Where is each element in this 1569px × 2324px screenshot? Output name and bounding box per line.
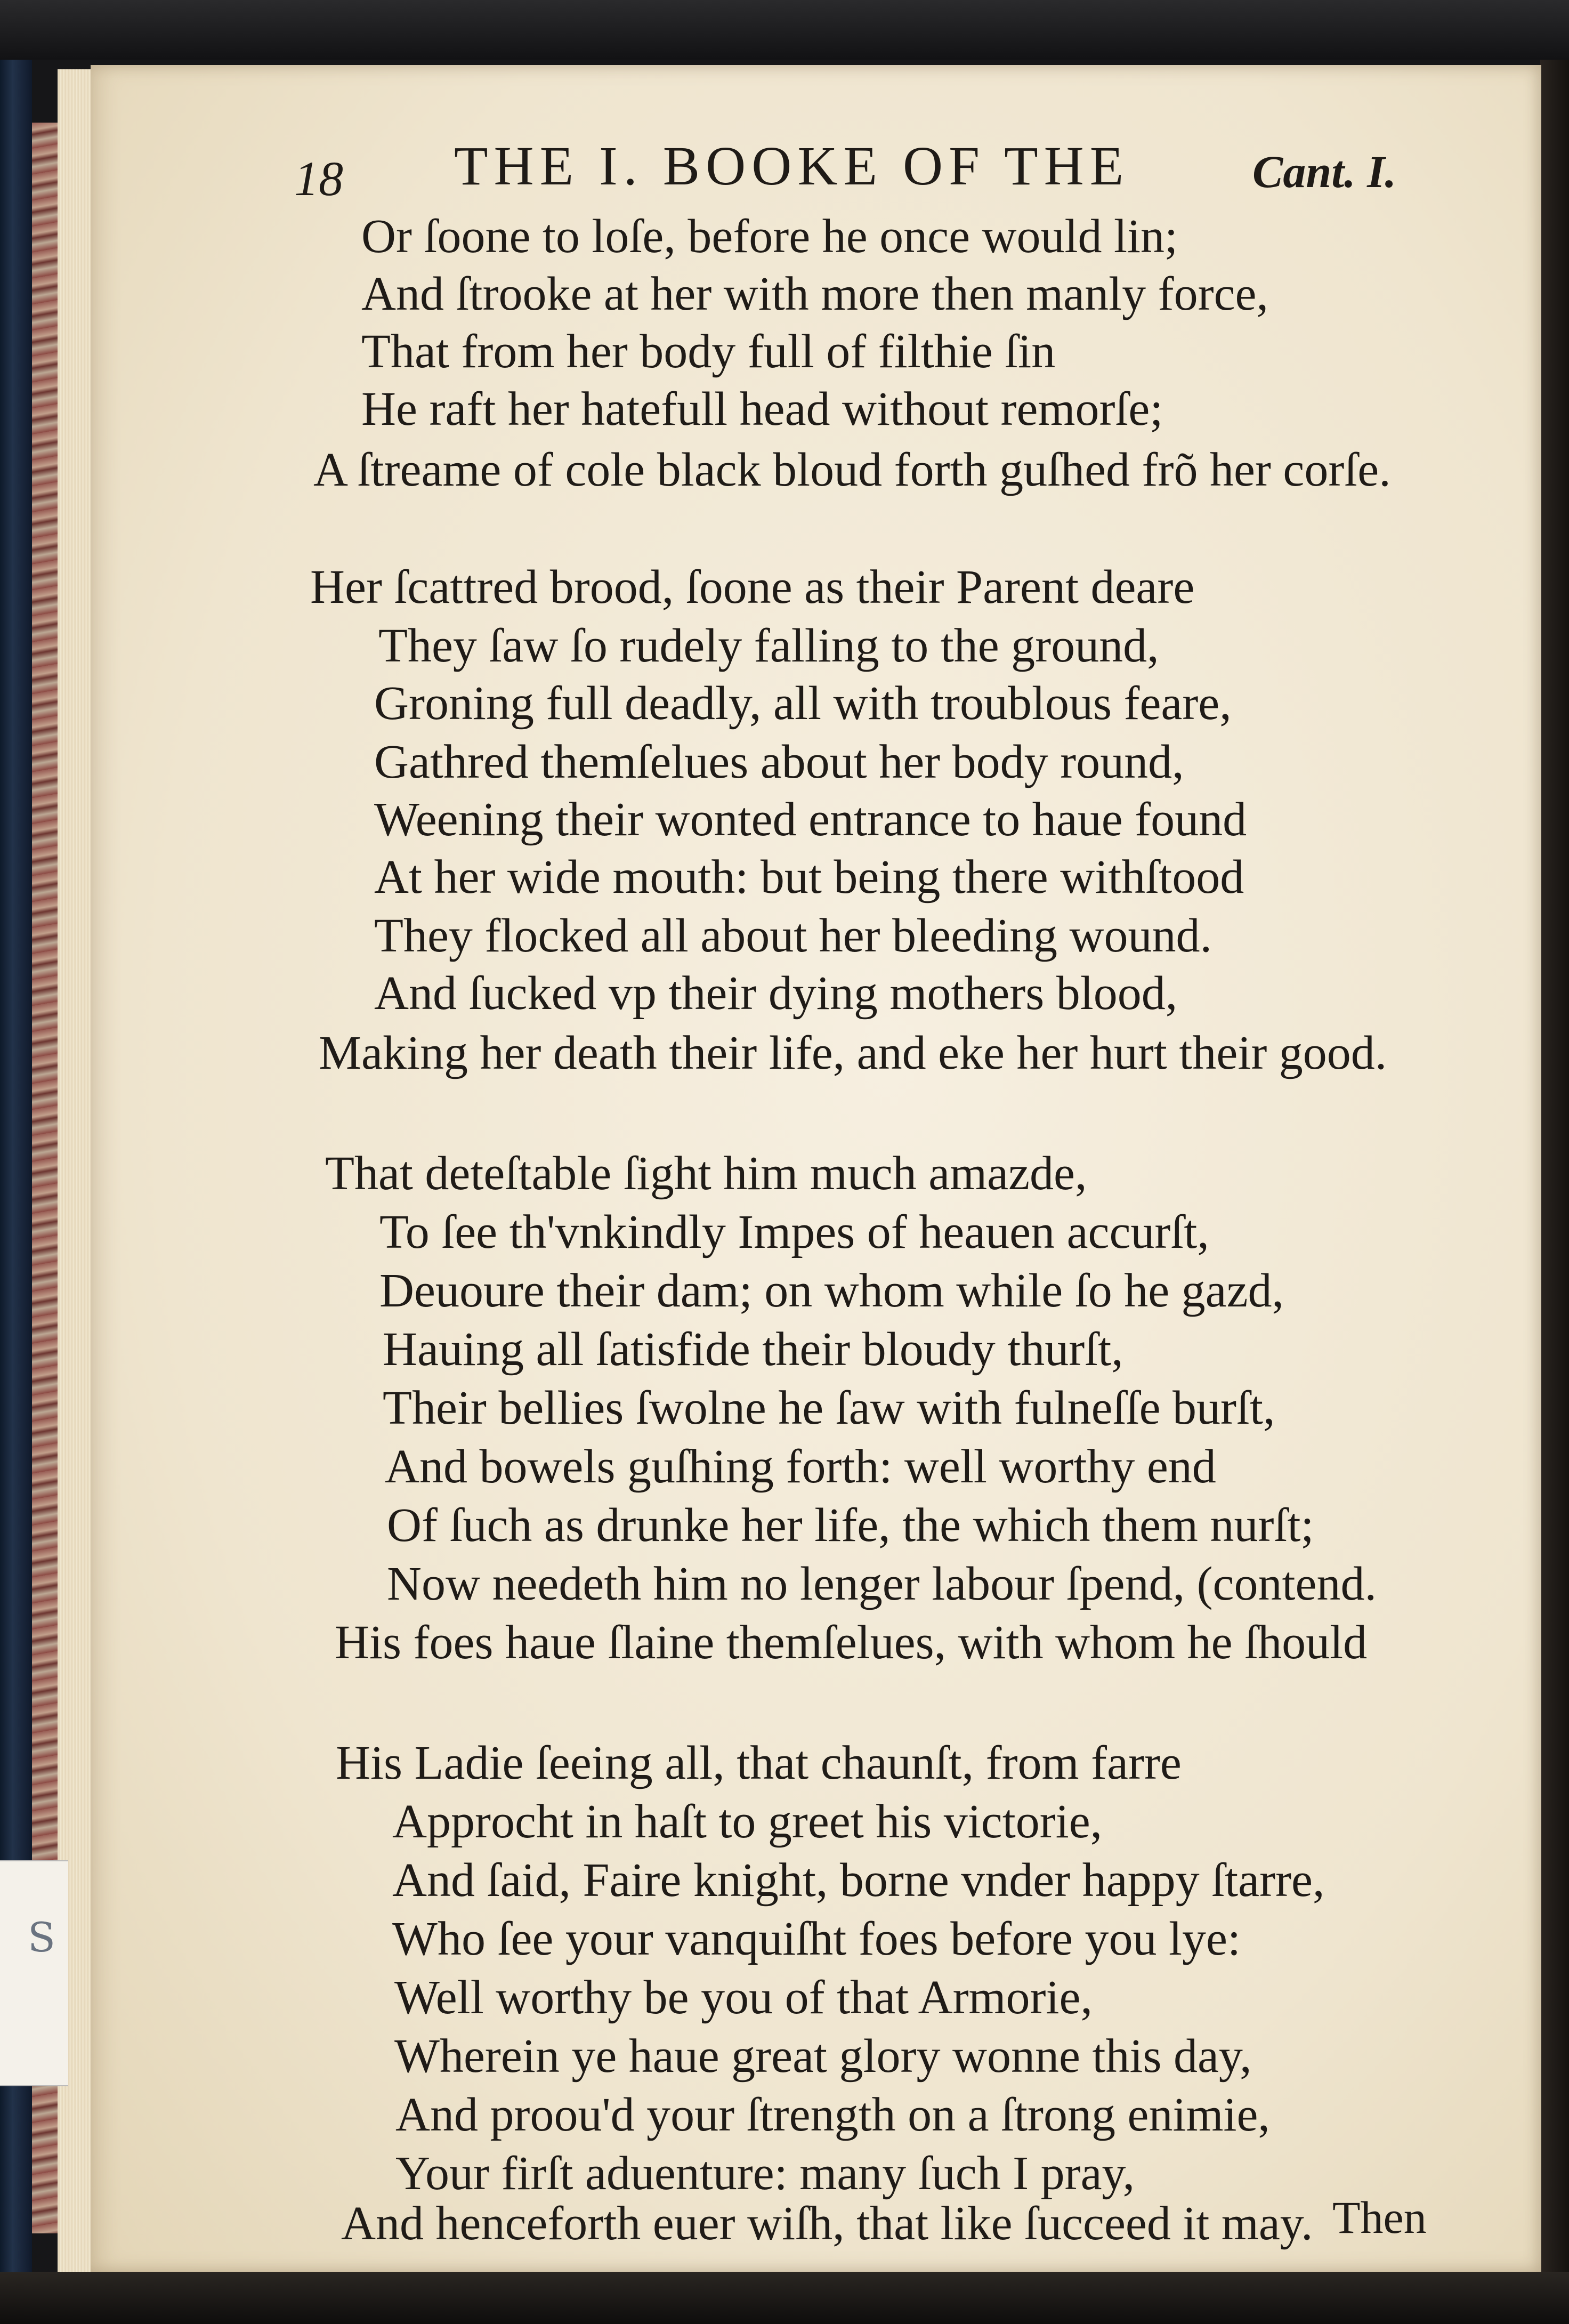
verse-line: A ſtreame of cole black bloud forth guſhed frõ her corſe.: [313, 443, 1391, 496]
verse-line: To ſee th'vnkindly Impes of heauen accurſt,: [379, 1206, 1209, 1258]
verse-line: They flocked all about her bleeding wound.: [374, 909, 1212, 962]
page-number: 18: [294, 151, 343, 206]
verse-line: Now needeth him no lenger labour ſpend, (contend.: [387, 1558, 1377, 1610]
verse-line: Approcht in haſt to greet his victorie,: [392, 1795, 1103, 1848]
top-background: [0, 0, 1569, 60]
verse-line: He raft her hatefull head without remorſe;: [361, 383, 1163, 435]
verse-line: Hauing all ſatisfide their bloudy thurſt,: [383, 1323, 1123, 1376]
verse-line: And ſtrooke at her with more then manly force,: [361, 268, 1268, 320]
verse-line: Weening their wonted entrance to haue found: [374, 793, 1247, 846]
book-page: [91, 65, 1541, 2272]
verse-line: And ſaid, Faire knight, borne vnder happy ſtarre,: [392, 1854, 1325, 1907]
verse-line: And proou'd your ſtrength on a ſtrong enimie,: [395, 2088, 1270, 2141]
verse-line: Of ſuch as drunke her life, the which them nurſt;: [387, 1499, 1314, 1552]
verse-line: Her ſcattred brood, ſoone as their Parent deare: [310, 561, 1195, 614]
right-cover-board: [1540, 60, 1569, 2272]
verse-line: And henceforth euer wiſh, that like ſucceed it may.: [341, 2197, 1313, 2250]
verse-line: Well worthy be you of that Armorie,: [394, 1971, 1093, 2024]
verse-line: Who ſee your vanquiſht foes before you lye:: [392, 1913, 1241, 1965]
verse-line: That from her body full of filthie ſin: [361, 325, 1056, 378]
verse-line: His Ladie ſeeing all, that chaunſt, from farre: [336, 1737, 1182, 1789]
verse-line: At her wide mouth: but being there withſtood: [374, 851, 1244, 903]
verse-line: Wherein ye haue great glory wonne this day,: [394, 2030, 1252, 2083]
verse-line: Making her death their life, and eke her hurt their good.: [319, 1027, 1387, 1079]
catchword-text: Then: [1332, 2192, 1427, 2243]
bottom-background: [0, 2272, 1569, 2324]
library-tab-letter: S: [28, 1914, 56, 1961]
verse-line: And ſucked vp their dying mothers blood,: [374, 967, 1178, 1020]
verse-line: And bowels guſhing forth: well worthy end: [385, 1440, 1216, 1493]
verse-line: They ſaw ſo rudely falling to the ground,: [378, 619, 1159, 672]
verse-line: Deuoure their dam; on whom while ſo he gazd,: [379, 1264, 1284, 1317]
verse-line: Or ſoone to loſe, before he once would lin;: [361, 210, 1178, 263]
running-title: THE I. BOOKE OF THE: [454, 135, 1130, 197]
canto-label: Cant. I.: [1252, 146, 1397, 197]
verse-line: His foes haue ſlaine themſelues, with whom he ſhould: [335, 1616, 1368, 1669]
verse-line: Their bellies ſwolne he ſaw with fulneſſe burſt,: [383, 1382, 1275, 1434]
verse-line: Gathred themſelues about her body round,: [374, 736, 1184, 788]
verse-line: That deteſtable ſight him much amazde,: [325, 1147, 1087, 1200]
library-tab: [0, 1860, 68, 2086]
verse-line: Groning full deadly, all with troublous feare,: [374, 677, 1232, 730]
verse-line: Your firſt aduenture: many ſuch I pray,: [395, 2147, 1135, 2200]
